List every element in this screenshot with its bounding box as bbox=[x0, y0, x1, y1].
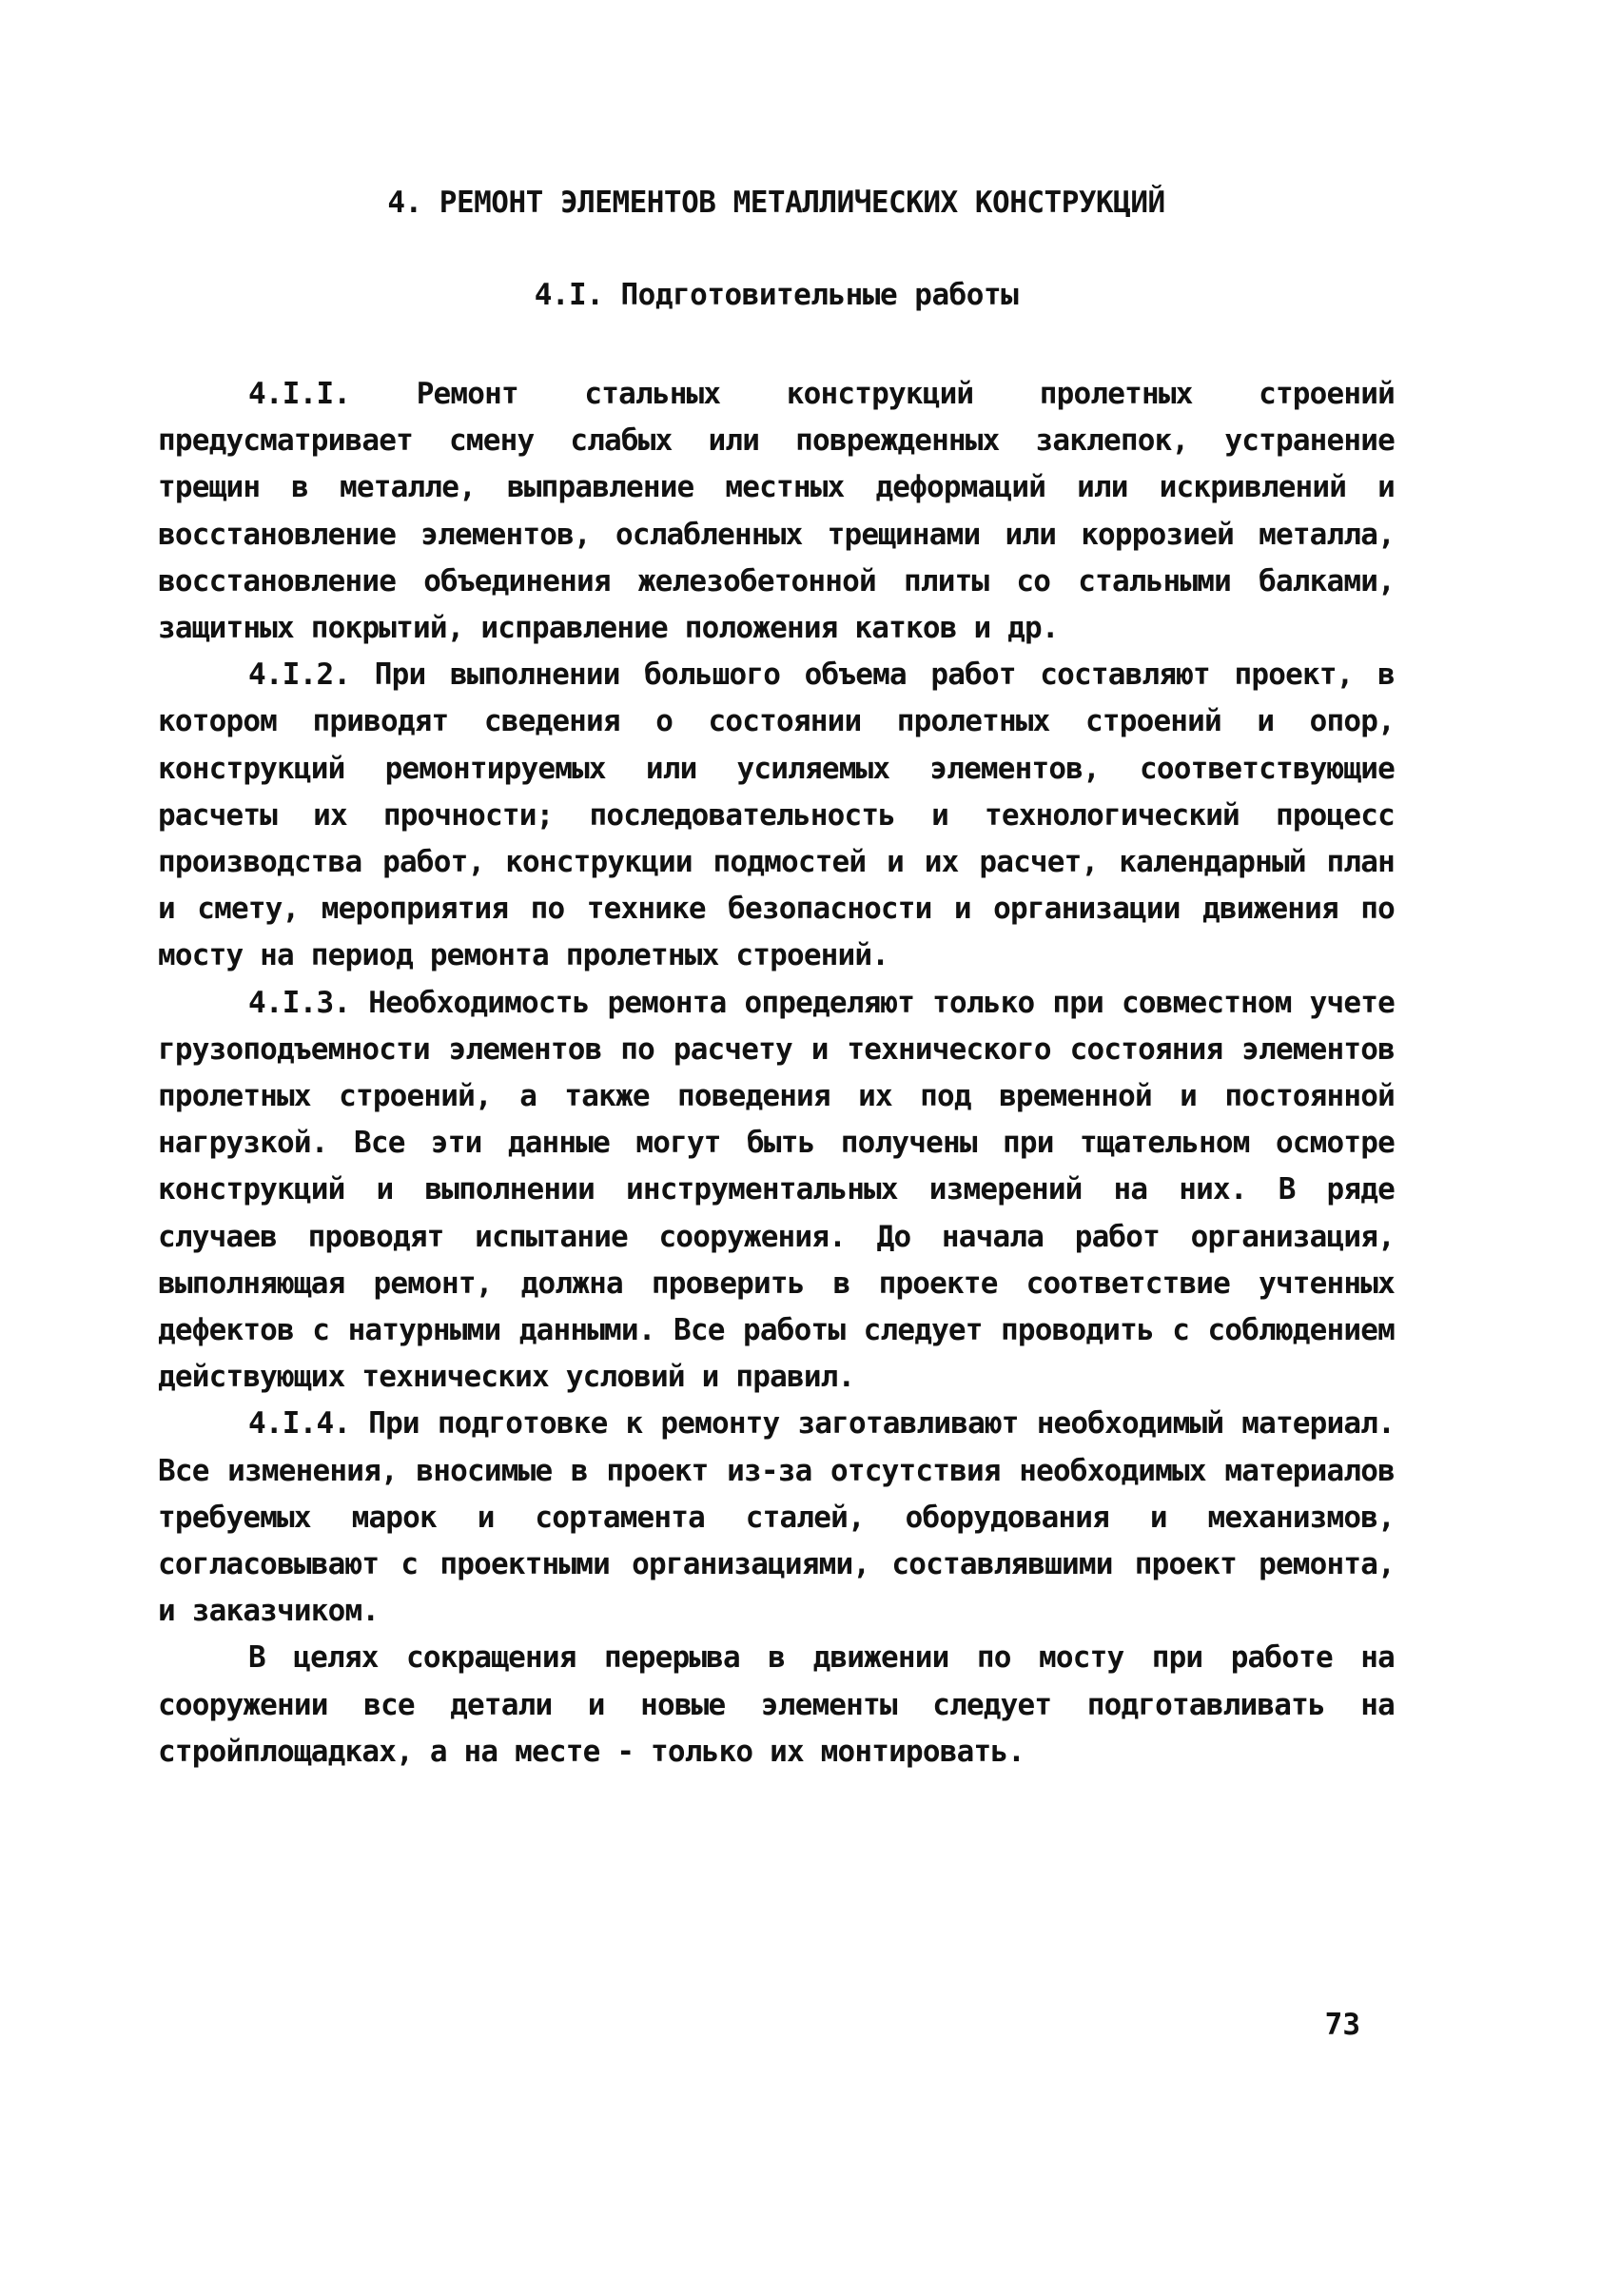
paragraph-4-1-4-continuation: В целях сокращения перерыва в движении по мосту при работе на сооружении все детали и новые элементы следует подготавливать на стройплощадках, а на месте - только их монтировать. bbox=[158, 1640, 1395, 1769]
paragraph-4-1-1: 4.I.I. Ремонт стальных конструкций пролетных строений предусматривает смену слабых или поврежденных заклепок, устранение трещин в металле, выправление местных деформаций или искривлений и восстановление элементов, ослабленных трещинами или коррозией металла, восстановление объединения железобетонной плиты со стальными балками, защитных покрытий, исправление положения катков и др. bbox=[158, 377, 1395, 646]
body-text bbox=[158, 371, 1395, 1776]
section-title: 4.I. Подготовительные работы bbox=[534, 278, 1019, 312]
paragraph-4-1-2: 4.I.2. При выполнении большого объема работ составляют проект, в котором приводят сведения о состоянии пролетных строений и опор, конструкций ремонтируемых или усиляемых элементов, соответствующие расчеты их прочности; последовательность и технологический процесс производства работ, конструкции подмостей и их расчет, календарный план и смету, мероприятия по технике безопасности и организации движения по мосту на период ремонта пролетных строений. bbox=[158, 657, 1395, 973]
paragraph-4-1-3: 4.I.3. Необходимость ремонта определяют только при совместном учете грузоподъемности элементов по расчету и технического состояния элементов пролетных строений, а также поведения их под временной и постоянной нагрузкой. Все эти данные могут быть получены при тщательном осмотре конструкций и выполнении инструментальных измерений на них. В ряде случаев проводят испытание сооружения. До начала работ организация, выполняющая ремонт, должна проверить в проекте соответствие учтенных дефектов с натурными данными. Все работы следует проводить с соблюдением действующих технических условий и правил. bbox=[158, 985, 1395, 1395]
paragraph-4-1-4: 4.I.4. При подготовке к ремонту заготавливают необходимый материал. Все изменения, вносимые в проект из-за отсутствия необходимых материалов требуемых марок и сортамента сталей, оборудования и механизмов, согласовывают с проектными организациями, составлявшими проект ремонта, и заказчиком. bbox=[158, 1406, 1395, 1629]
chapter-title: 4. РЕМОНТ ЭЛЕМЕНТОВ МЕТАЛЛИЧЕСКИХ КОНСТРУКЦИЙ bbox=[387, 186, 1165, 220]
page-number: 73 bbox=[1324, 2008, 1360, 2042]
